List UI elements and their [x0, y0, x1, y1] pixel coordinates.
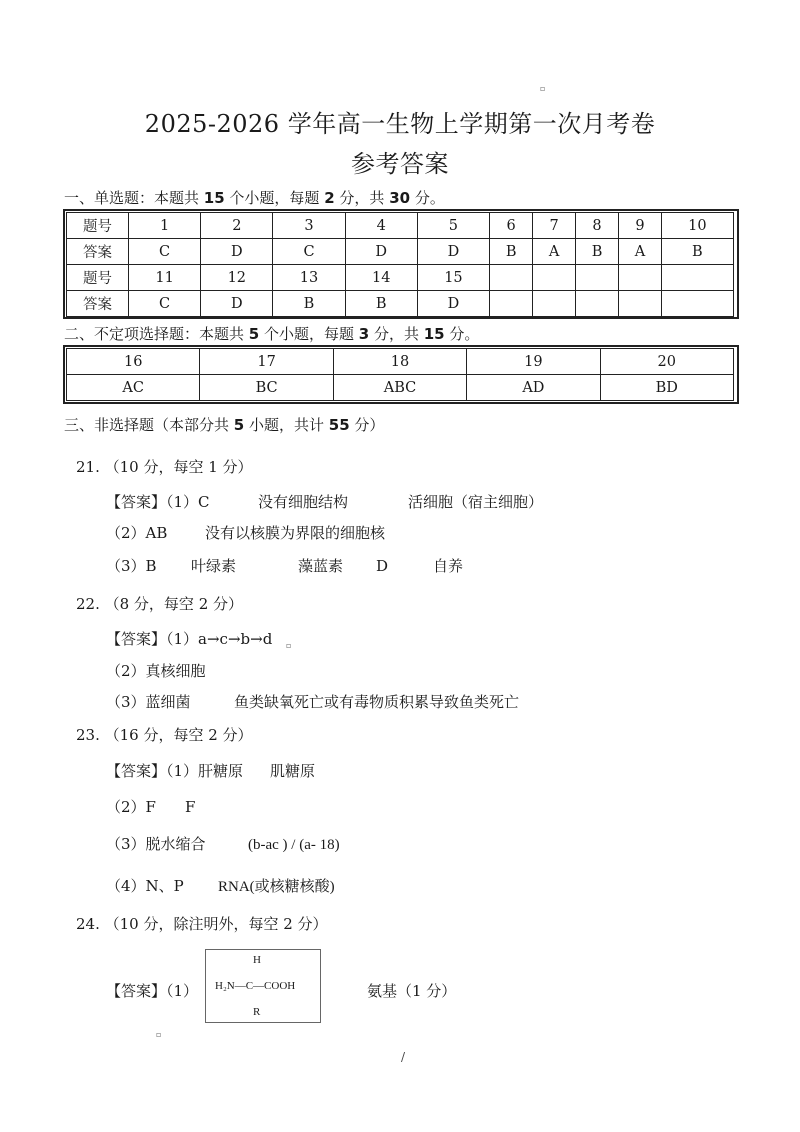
q23-l1-a: 【答案】（1）肝糖原 [106, 762, 244, 780]
q22-line2: （2）真核细胞 [106, 662, 206, 680]
cell-question: 11 [129, 265, 201, 291]
cell-question: 14 [345, 265, 417, 291]
cell-answer [619, 291, 662, 317]
cell-answer: B [661, 239, 733, 265]
q23-line1 [106, 760, 315, 781]
q23-l4-b: RNA(或核糖核酸) [218, 879, 335, 895]
q21-l1-a: 【答案】（1）C [106, 493, 210, 511]
row-label-question: 题号 [67, 213, 129, 239]
cell-answer: D [417, 239, 489, 265]
cell-question: 10 [661, 213, 733, 239]
section1-mid1: 个小题，每题 [224, 189, 325, 207]
bottom-mark: ▫ [156, 1030, 162, 1039]
page-subtitle: 参考答案 [351, 150, 449, 178]
cell-answer: B [575, 239, 618, 265]
q21-l2-b: 没有以核膜为界限的细胞核 [205, 524, 386, 542]
cell-answer [661, 291, 733, 317]
cell-question: 4 [345, 213, 417, 239]
cell-question: 2 [201, 213, 273, 239]
q23-line3 [106, 833, 340, 854]
q23-l3-a: （3）脱水缩合 [106, 835, 206, 853]
q23-l4-a: （4）N、P [106, 877, 184, 895]
q21-line2 [106, 522, 385, 543]
q22-l3-b: 鱼类缺氧死亡或有毒物质积累导致鱼类死亡 [234, 693, 520, 711]
q21-l1-c: 活细胞（宿主细胞） [408, 493, 544, 511]
section1-heading [64, 187, 445, 208]
section1-suffix: 分。 [410, 189, 445, 207]
section2-suffix: 分。 [444, 325, 480, 343]
answer-table-single [66, 212, 734, 317]
cell-answer: AD [467, 375, 600, 401]
section2-each: 3 [358, 325, 370, 343]
q21-l3-b: 叶绿素 [191, 557, 237, 575]
section2-heading [64, 323, 479, 344]
section3-prefix: 三、非选择题（本部分共 [64, 416, 234, 434]
cell-question: 20 [600, 349, 733, 375]
cell-question: 8 [575, 213, 618, 239]
section1-each: 2 [324, 189, 335, 207]
cell-question: 7 [533, 213, 576, 239]
q23-l3-b: (b-ac ) / (a- 18) [248, 837, 340, 853]
cell-question [575, 265, 618, 291]
cell-question: 17 [200, 349, 333, 375]
molecule-top: H [253, 954, 261, 966]
section1-mid2: 分，共 [334, 189, 390, 207]
q23-line2 [106, 796, 195, 817]
cell-answer: BC [200, 375, 333, 401]
q21-l2-a: （2）AB [106, 524, 168, 542]
table-row [67, 265, 734, 291]
row-label-answer: 答案 [67, 239, 129, 265]
section2-count: 5 [248, 325, 260, 343]
q23-l2-a: （2）F [106, 798, 156, 816]
q21-l1-b: 没有细胞结构 [258, 493, 349, 511]
cell-answer: AC [67, 375, 200, 401]
q24-line1-suffix: 氨基（1 分） [367, 982, 457, 1000]
cell-question: 18 [333, 349, 466, 375]
cell-answer: A [619, 239, 662, 265]
cell-answer: C [129, 291, 201, 317]
section2-mid2: 分，共 [369, 325, 424, 343]
section3-heading [64, 414, 384, 435]
cell-question: 16 [67, 349, 200, 375]
cell-answer: A [533, 239, 576, 265]
stray-mark: ▫ [286, 641, 292, 650]
section1-count: 15 [203, 189, 225, 207]
row-label-answer: 答案 [67, 291, 129, 317]
cell-answer: D [201, 291, 273, 317]
table-row [67, 375, 734, 401]
answer-table-multi [66, 348, 734, 401]
cell-answer: D [417, 291, 489, 317]
cell-question [661, 265, 733, 291]
q21-l3-c: 藻蓝素 [298, 557, 344, 575]
section2-mid1: 个小题，每题 [259, 325, 359, 343]
cell-answer: B [490, 239, 533, 265]
cell-answer: ABC [333, 375, 466, 401]
cell-answer: B [273, 291, 345, 317]
footer-mark: / [401, 1050, 406, 1064]
cell-answer: B [345, 291, 417, 317]
q24-heading: 24. （10 分，除注明外，每空 2 分） [76, 915, 328, 933]
section1-total: 30 [389, 189, 411, 207]
molecule-bottom: R [253, 1006, 261, 1018]
q21-line3 [106, 555, 463, 576]
section3-suffix: 分） [349, 416, 385, 434]
cell-question: 3 [273, 213, 345, 239]
table-row [67, 291, 734, 317]
amino-acid-structure [205, 949, 321, 1023]
cell-question [490, 265, 533, 291]
q21-l3-a: （3）B [106, 557, 157, 575]
q23-heading: 23. （16 分，每空 2 分） [76, 726, 253, 744]
page-title: 2025-2026 学年高一生物上学期第一次月考卷 [144, 110, 656, 138]
cell-answer: BD [600, 375, 733, 401]
cell-question: 1 [129, 213, 201, 239]
cell-question: 6 [490, 213, 533, 239]
section3-mid1: 小题，共计 [244, 416, 329, 434]
q23-line4 [106, 875, 335, 896]
table-row [67, 349, 734, 375]
cell-answer [490, 291, 533, 317]
section2-prefix: 二、不定项选择题：本题共 [64, 325, 249, 343]
section3-total: 55 [328, 416, 350, 434]
cell-answer: C [129, 239, 201, 265]
q21-heading: 21. （10 分，每空 1 分） [76, 458, 253, 476]
cell-question [619, 265, 662, 291]
cell-question: 13 [273, 265, 345, 291]
section1-prefix: 一、单选题：本题共 [64, 189, 204, 207]
cell-question: 9 [619, 213, 662, 239]
q22-line1: 【答案】（1）a→c→b→d [106, 630, 273, 648]
cell-answer: D [201, 239, 273, 265]
q22-l3-a: （3）蓝细菌 [106, 693, 191, 711]
cell-answer: D [345, 239, 417, 265]
cell-question: 5 [417, 213, 489, 239]
q24-line1-prefix: 【答案】（1） [106, 982, 199, 1000]
q21-line1 [106, 491, 543, 512]
cell-question: 15 [417, 265, 489, 291]
q22-line3 [106, 691, 519, 712]
cell-answer [533, 291, 576, 317]
header-mark: ▫ [540, 84, 546, 93]
row-label-question: 题号 [67, 265, 129, 291]
cell-question: 12 [201, 265, 273, 291]
q21-l3-e: 自养 [433, 557, 464, 575]
cell-question: 19 [467, 349, 600, 375]
q22-heading: 22. （8 分，每空 2 分） [76, 595, 244, 613]
molecule-main: H₂N—C—COOH [215, 980, 296, 992]
cell-answer [575, 291, 618, 317]
q23-l2-b: F [185, 798, 196, 816]
table-row [67, 239, 734, 265]
section3-count: 5 [233, 416, 245, 434]
cell-question [533, 265, 576, 291]
q21-l3-d: D [376, 557, 389, 575]
section2-total: 15 [423, 325, 445, 343]
table-row [67, 213, 734, 239]
q23-l1-b: 肌糖原 [270, 762, 316, 780]
cell-answer: C [273, 239, 345, 265]
